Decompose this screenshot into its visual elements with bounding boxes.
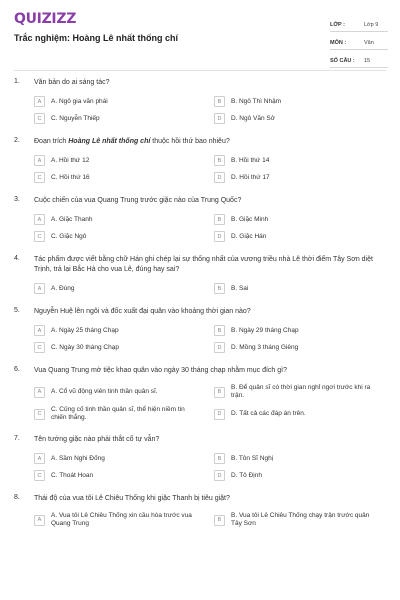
question-header — [0, 307, 400, 317]
quizizz-logo: QUIZIZZ — [14, 11, 77, 27]
page-title: Trắc nghiệm: Hoàng Lê nhất thống chí — [14, 33, 179, 43]
question-number: 4. — [14, 255, 20, 262]
option-text: A. Sầm Nghi Đống — [51, 454, 105, 462]
question-text — [34, 196, 386, 206]
question-number: 8. — [14, 494, 20, 501]
question-list — [0, 78, 400, 541]
option-text: B. Tôn Sĩ Nghị — [231, 454, 274, 462]
option-text: B. Ngày 29 tháng Chạp — [231, 326, 299, 334]
question-item — [0, 366, 400, 422]
option-text: A. Ngô gia văn phái — [51, 97, 108, 105]
answer-option[interactable] — [34, 155, 214, 166]
answer-option[interactable] — [214, 512, 394, 528]
answer-option[interactable] — [214, 214, 394, 225]
answer-option[interactable] — [214, 96, 394, 107]
question-item — [0, 196, 400, 242]
option-text: C. Thoát Hoan — [51, 471, 94, 479]
answer-option[interactable] — [34, 453, 214, 464]
option-letter-box: B — [214, 325, 225, 336]
option-letter-box: A — [34, 96, 45, 107]
option-text: C. Hồi thứ 16 — [51, 173, 90, 181]
option-text: B. Để quân sĩ có thời gian nghỉ ngơi trước khi ra trận. — [231, 384, 371, 399]
option-letter-box: B — [214, 515, 225, 526]
question-text-part: Đoạn trích — [34, 138, 69, 145]
answer-option[interactable] — [214, 470, 394, 481]
option-text: C. Củng cố tinh thần quân sĩ, thể hiện niềm tin chiến thắng. — [51, 406, 185, 421]
question-text — [34, 255, 386, 275]
question-item — [0, 137, 400, 183]
question-item — [0, 435, 400, 481]
answer-option[interactable] — [214, 283, 394, 294]
option-text: A. Giặc Thanh — [51, 215, 93, 223]
answer-option[interactable] — [214, 384, 394, 400]
question-header — [0, 366, 400, 376]
options-grid — [0, 384, 400, 422]
option-text: D. Tô Định — [231, 471, 262, 479]
answer-option[interactable] — [34, 231, 214, 242]
question-number: 1. — [14, 78, 20, 85]
option-text: B. Hồi thứ 14 — [231, 156, 270, 164]
question-text-part: Văn bản do ai sáng tác? — [34, 79, 110, 86]
option-text: D. Hồi thứ 17 — [231, 173, 270, 181]
question-number: 3. — [14, 196, 20, 203]
meta-table — [330, 14, 388, 68]
question-header — [0, 196, 400, 206]
answer-option[interactable] — [214, 342, 394, 353]
header — [0, 0, 400, 68]
question-text — [34, 137, 386, 147]
answer-option[interactable] — [214, 155, 394, 166]
meta-label: LỚP : — [330, 22, 345, 28]
option-letter-box: D — [214, 342, 225, 353]
option-text: A. Hồi thứ 12 — [51, 156, 90, 164]
answer-option[interactable] — [214, 453, 394, 464]
option-letter-box: A — [34, 325, 45, 336]
option-letter-box: B — [214, 387, 225, 398]
question-text-part: thuộc hồi thứ bao nhiêu? — [150, 138, 230, 145]
option-letter-box: B — [214, 155, 225, 166]
options-grid — [0, 283, 400, 294]
meta-value: 15 — [364, 58, 371, 64]
option-letter-box: B — [214, 453, 225, 464]
option-letter-box: D — [214, 113, 225, 124]
question-text-part: Thái độ của vua tôi Lê Chiêu Thống khi giặc Thanh bị tiêu giặt? — [34, 495, 230, 502]
answer-option[interactable] — [34, 172, 214, 183]
option-text: B. Giặc Minh — [231, 215, 269, 223]
option-text: A. Vua tôi Lê Chiêu Thống xin cầu hòa trước vua Quang Trung — [51, 512, 192, 527]
question-header — [0, 255, 400, 275]
meta-row-subject — [330, 32, 388, 50]
answer-option[interactable] — [34, 512, 214, 528]
meta-row-class — [330, 14, 388, 32]
question-text — [34, 366, 386, 376]
question-text-part: Cuộc chiến của vua Quang Trung trước giặc nào của Trung Quốc? — [34, 197, 242, 204]
options-grid — [0, 512, 400, 528]
question-text — [34, 78, 386, 88]
option-letter-box: C — [34, 172, 45, 183]
option-letter-box: C — [34, 231, 45, 242]
question-text — [34, 435, 386, 445]
option-text: A. Cổ vũ động viên tinh thần quân sĩ. — [51, 388, 158, 395]
option-text: B. Ngô Thì Nhậm — [231, 97, 282, 105]
options-grid — [0, 96, 400, 124]
meta-label: MÔN : — [330, 40, 347, 46]
answer-option[interactable] — [214, 113, 394, 124]
question-text-part: Vua Quang Trung mở tiệc khao quân vào ngày 30 tháng chạp nhằm mục đích gì? — [34, 367, 287, 374]
option-letter-box: D — [214, 409, 225, 420]
option-letter-box: C — [34, 113, 45, 124]
meta-row-count — [330, 50, 388, 68]
option-letter-box: A — [34, 155, 45, 166]
options-grid — [0, 214, 400, 242]
meta-label: SỐ CÂU : — [330, 58, 355, 64]
question-text-part: Tác phẩm được viết bằng chữ Hán ghi chép lại sự thống nhất của vương triều nhà Lê thời điểm Tây Sơn diệt Trịnh, trả lại Bắc Hà cho vua Lê, đúng hay sai? — [34, 256, 373, 273]
question-item — [0, 255, 400, 294]
option-text: A. Ngày 25 tháng Chạp — [51, 326, 119, 334]
option-text: D. Ngô Văn Sở — [231, 114, 276, 122]
options-grid — [0, 155, 400, 183]
option-text: C. Nguyễn Thiếp — [51, 114, 100, 122]
question-number: 5. — [14, 307, 20, 314]
question-text — [34, 494, 386, 504]
option-letter-box: B — [214, 96, 225, 107]
meta-value: Lớp 9 — [364, 22, 379, 28]
option-text: B. Sai — [231, 284, 249, 292]
option-letter-box: B — [214, 283, 225, 294]
question-header — [0, 137, 400, 147]
answer-option[interactable] — [34, 113, 214, 124]
option-letter-box: A — [34, 515, 45, 526]
option-letter-box: C — [34, 342, 45, 353]
option-letter-box: C — [34, 470, 45, 481]
question-item — [0, 307, 400, 353]
question-header — [0, 435, 400, 445]
option-letter-box: D — [214, 470, 225, 481]
answer-option[interactable] — [214, 231, 394, 242]
answer-option[interactable] — [214, 406, 394, 422]
options-grid — [0, 453, 400, 481]
option-text: D. Tất cả các đáp án trên. — [231, 410, 306, 417]
question-header — [0, 494, 400, 504]
question-text-part: Tên tướng giặc nào phải thắt cổ tự vẫn? — [34, 436, 160, 443]
answer-option[interactable] — [34, 283, 214, 294]
option-text: C. Giặc Ngô — [51, 232, 87, 240]
option-text: D. Mồng 3 tháng Giêng — [231, 343, 299, 351]
option-letter-box: D — [214, 231, 225, 242]
answer-option[interactable] — [34, 406, 214, 422]
option-letter-box: B — [214, 214, 225, 225]
option-letter-box: A — [34, 387, 45, 398]
answer-option[interactable] — [34, 96, 214, 107]
option-letter-box: A — [34, 453, 45, 464]
question-item — [0, 78, 400, 124]
answer-option[interactable] — [34, 342, 214, 353]
answer-option[interactable] — [34, 214, 214, 225]
answer-option[interactable] — [214, 172, 394, 183]
option-text: B. Vua tôi Lê Chiêu Thống chạy trận trước quân Tây Sơn — [231, 512, 370, 527]
question-number: 7. — [14, 435, 20, 442]
question-text-emphasis: Hoàng Lê nhất thống chí — [68, 138, 151, 145]
answer-option[interactable] — [34, 325, 214, 336]
option-text: C. Ngày 30 tháng Chạp — [51, 343, 119, 351]
question-header — [0, 78, 400, 88]
question-text — [34, 307, 386, 317]
option-text: D. Giặc Hán — [231, 232, 267, 240]
answer-option[interactable] — [214, 325, 394, 336]
options-grid — [0, 325, 400, 353]
option-letter-box: A — [34, 283, 45, 294]
answer-option[interactable] — [34, 384, 214, 400]
option-text: A. Đúng — [51, 284, 75, 292]
question-text-part: Nguyễn Huệ lên ngôi và đốc xuất đại quân vào khoảng thời gian nào? — [34, 308, 251, 315]
option-letter-box: D — [214, 172, 225, 183]
answer-option[interactable] — [34, 470, 214, 481]
question-item — [0, 494, 400, 528]
header-divider — [14, 70, 386, 71]
meta-value: Văn — [364, 40, 374, 46]
option-letter-box: A — [34, 214, 45, 225]
question-number: 6. — [14, 366, 20, 373]
question-number: 2. — [14, 137, 20, 144]
option-letter-box: C — [34, 409, 45, 420]
